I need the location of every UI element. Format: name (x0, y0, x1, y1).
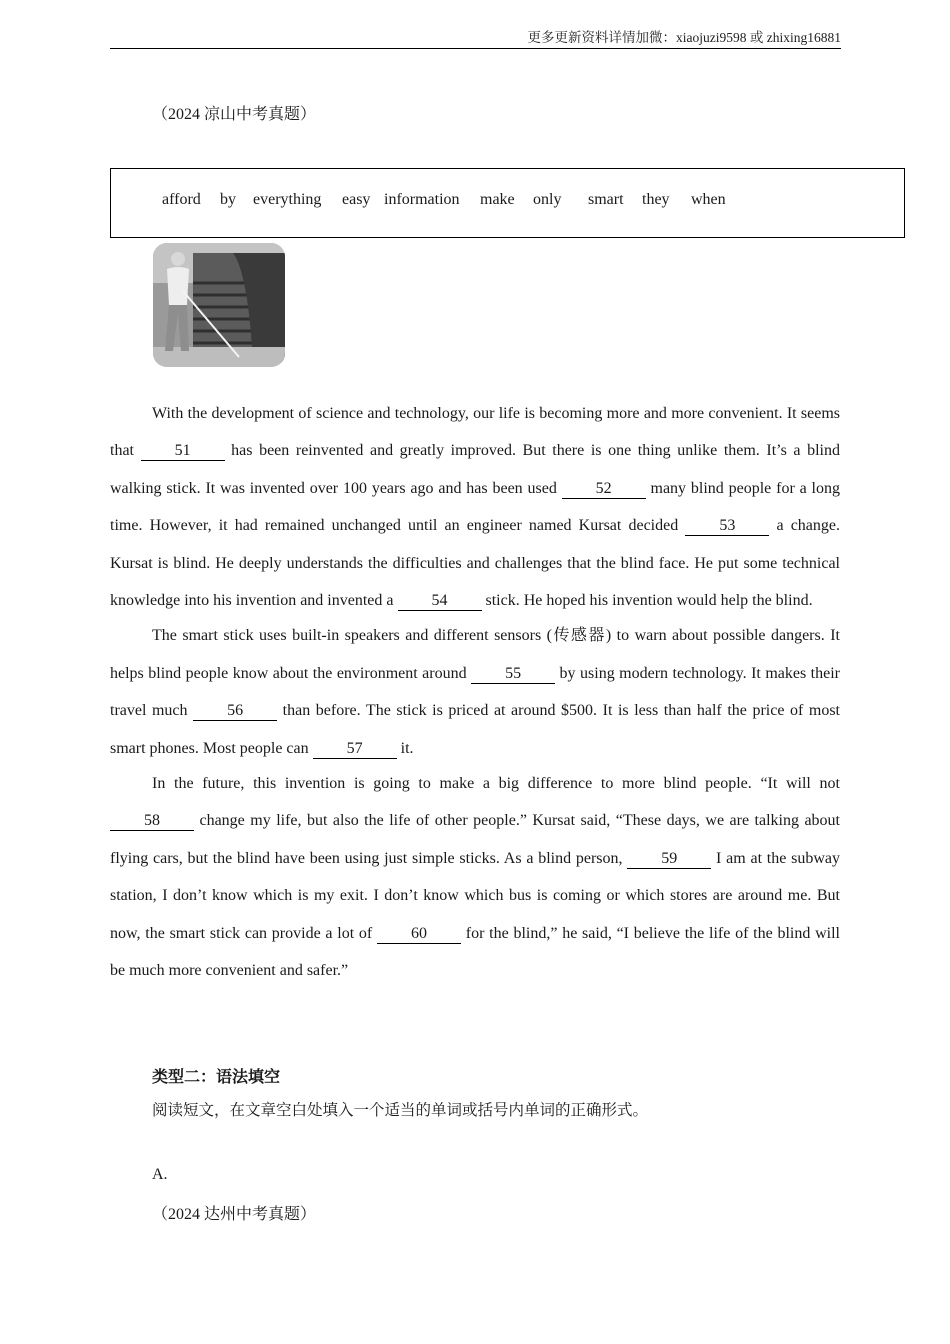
word-bank-item: everything (253, 191, 322, 208)
word-bank-item: by (220, 191, 236, 208)
section-title: 类型二：语法填空 (152, 1067, 281, 1086)
paragraph-text: by using modern technology. It makes their travel much (110, 664, 840, 720)
blank-59[interactable]: 59 (627, 850, 711, 869)
paragraph-text: In the future, this invention is going to make a big difference to more blind people. “It will not (152, 775, 840, 793)
paragraph-text: I am at the subway station, I don’t know which is my exit. I don’t know which bus is coming or which stores are around me. But now, the smart stick can provide a lot of (110, 849, 840, 942)
article-paragraph-1 (110, 395, 840, 619)
paragraph-text: than before. The stick is priced at around $500. It is less than half the price of most smart phones. Most people can (110, 702, 841, 757)
paragraph-text: a change. Kursat is blind. He deeply understands the difficulties and challenges that the blind face. He put some technical knowledge into his invention and invented a (110, 517, 841, 610)
paragraph-text: The smart stick uses built-in speakers and different sensors (传感器) to warn about possible dangers. It helps blind people know about the environment around (110, 627, 840, 682)
word-bank-item: easy (342, 191, 371, 208)
page-header: 更多更新资料详情加微：xiaojuzi9598 或 zhixing16881 (110, 26, 841, 49)
blank-51[interactable]: 51 (141, 442, 225, 461)
blind-man-photo-illustration (153, 243, 285, 367)
section-instruction: 阅读短文，在文章空白处填入一个适当的单词或括号内单词的正确形式。 (152, 1102, 649, 1119)
paragraph-text: stick. He hoped his invention would help the blind. (481, 592, 813, 610)
word-bank-item: afford (162, 191, 201, 208)
passage-label-a: A. (152, 1166, 168, 1183)
word-bank-item: make (480, 191, 515, 208)
blank-52[interactable]: 52 (562, 480, 646, 499)
paragraph-text: With the development of science and technology, our life is becoming more and more convenient. It seems that (110, 405, 840, 460)
word-bank-item: information (384, 191, 460, 208)
paragraph-text: has been reinvented and greatly improved. But there is one thing unlike them. It’s a blind walking stick. It was invented over 100 years ago and has been used (110, 442, 840, 497)
word-bank-item: smart (588, 191, 624, 208)
blank-56[interactable]: 56 (193, 702, 277, 721)
article-text (110, 395, 840, 988)
paragraph-text: change my life, but also the life of other people.” Kursat said, “These days, we are talking about flying cars, but the blind have been using just simple sticks. As a blind person, (110, 812, 840, 867)
article-paragraph-2 (110, 617, 840, 767)
word-bank-item: when (691, 191, 726, 208)
word-bank-box (110, 168, 905, 238)
blank-58[interactable]: 58 (110, 812, 194, 831)
word-bank-item: they (642, 191, 670, 208)
article-paragraph-3 (110, 765, 840, 989)
source-label-2: （2024 达州中考真题） (152, 1206, 317, 1223)
blank-60[interactable]: 60 (377, 925, 461, 944)
word-bank-item: only (533, 191, 562, 208)
blank-55[interactable]: 55 (471, 665, 555, 684)
blank-54[interactable]: 54 (398, 592, 482, 611)
paragraph-text: for the blind,” he said, “I believe the life of the blind will be much more convenient and safer.” (110, 924, 840, 980)
paragraph-text: it. (396, 739, 414, 757)
blank-57[interactable]: 57 (313, 740, 397, 759)
blank-53[interactable]: 53 (685, 517, 769, 536)
source-label-1: （2024 凉山中考真题） (152, 106, 317, 123)
blind-man-photo (153, 243, 285, 367)
paragraph-text: many blind people for a long time. However, it had remained unchanged until an engineer named Kursat decided (110, 479, 840, 535)
